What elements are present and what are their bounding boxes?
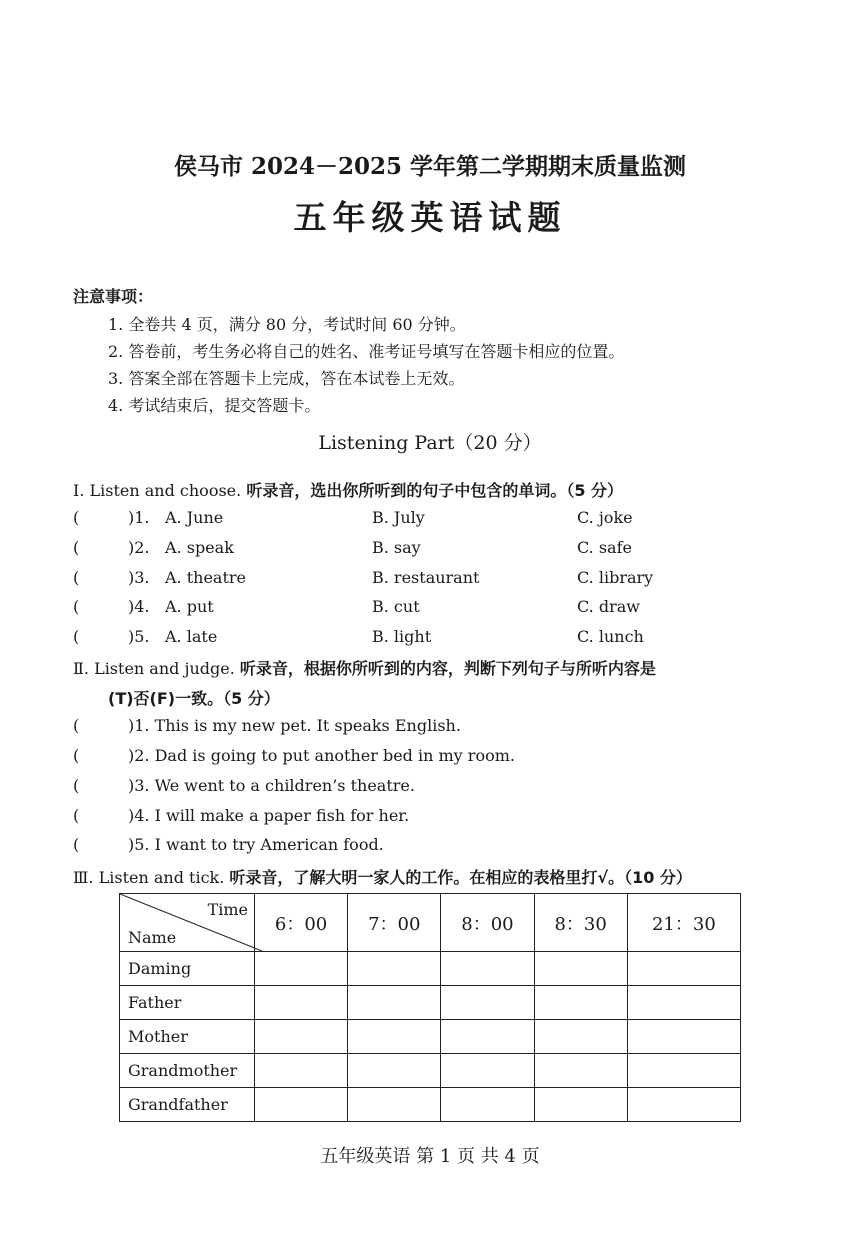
statement-text: )5. I want to try American food. <box>128 835 384 854</box>
tick-cell[interactable] <box>348 952 441 986</box>
row-name: Mother <box>120 1020 255 1054</box>
tick-cell[interactable] <box>627 1020 740 1054</box>
tick-cell[interactable] <box>534 1054 627 1088</box>
tick-cell[interactable] <box>348 1054 441 1088</box>
tick-cell[interactable] <box>255 1054 348 1088</box>
answer-bracket[interactable]: ( <box>73 806 80 825</box>
table-row <box>120 1088 741 1122</box>
tick-cell[interactable] <box>348 986 441 1020</box>
answer-bracket[interactable]: ( <box>73 746 80 765</box>
section1-instruction <box>73 478 623 501</box>
answer-bracket[interactable]: ( <box>73 597 80 616</box>
answer-bracket[interactable]: ( <box>73 716 80 735</box>
row-name: Daming <box>120 952 255 986</box>
section2-instruction-cont <box>108 686 280 709</box>
question-number: )5. <box>128 627 150 646</box>
schedule-table <box>119 893 741 1122</box>
tick-cell[interactable] <box>255 952 348 986</box>
notice-item: 4. 考试结束后，提交答题卡。 <box>108 396 321 415</box>
option-b: B. say <box>372 538 421 557</box>
tick-cell[interactable] <box>348 1020 441 1054</box>
section3-instruction-cn: 听录音，了解大明一家人的工作。在相应的表格里打√。（10 分） <box>229 868 692 887</box>
statement-text: )3. We went to a children’s theatre. <box>128 776 415 795</box>
answer-bracket[interactable]: ( <box>73 776 80 795</box>
corner-time-label: Time <box>207 900 248 919</box>
question-number: )2. <box>128 538 150 557</box>
section2-instruction <box>73 656 656 679</box>
time-header: 8：30 <box>534 894 627 952</box>
notice-item: 1. 全卷共 4 页，满分 80 分，考试时间 60 分钟。 <box>108 315 466 334</box>
option-c: C. joke <box>577 508 633 527</box>
tick-cell[interactable] <box>255 1088 348 1122</box>
tick-cell[interactable] <box>627 1054 740 1088</box>
statement-text: )1. This is my new pet. It speaks English. <box>128 716 461 735</box>
tick-cell[interactable] <box>255 986 348 1020</box>
notice-item: 2. 答卷前，考生务必将自己的姓名、准考证号填写在答题卡相应的位置。 <box>108 342 625 361</box>
answer-bracket[interactable]: ( <box>73 627 80 646</box>
answer-bracket[interactable]: ( <box>73 835 80 854</box>
row-name: Grandfather <box>120 1088 255 1122</box>
tick-cell[interactable] <box>441 986 534 1020</box>
tick-cell[interactable] <box>534 952 627 986</box>
option-a: A. theatre <box>165 568 247 587</box>
row-name: Father <box>120 986 255 1020</box>
section2-instruction-cn: 听录音，根据你所听到的内容，判断下列句子与所听内容是 <box>239 659 656 678</box>
time-header: 21：30 <box>627 894 740 952</box>
option-b: B. July <box>372 508 425 527</box>
option-c: C. lunch <box>577 627 644 646</box>
tick-cell[interactable] <box>441 952 534 986</box>
row-name: Grandmother <box>120 1054 255 1088</box>
exam-subject-title: 五年级英语试题 <box>293 198 567 237</box>
option-c: C. library <box>577 568 654 587</box>
question-number: )4. <box>128 597 150 616</box>
table-row <box>120 1054 741 1088</box>
section2-instruction-cn-line2: (T)否(F)一致。（5 分） <box>108 689 280 708</box>
section2-instruction-en: Listen and judge. <box>94 659 235 678</box>
time-header: 8：00 <box>441 894 534 952</box>
tick-cell[interactable] <box>627 1088 740 1122</box>
option-c: C. draw <box>577 597 640 616</box>
table-row <box>120 986 741 1020</box>
section2-numeral: Ⅱ. <box>73 659 89 678</box>
section3-instruction <box>73 865 692 888</box>
tick-cell[interactable] <box>441 1088 534 1122</box>
answer-bracket[interactable]: ( <box>73 508 80 527</box>
tick-cell[interactable] <box>534 1020 627 1054</box>
tick-cell[interactable] <box>534 1088 627 1122</box>
option-b: B. light <box>372 627 432 646</box>
statement-text: )2. Dad is going to put another bed in my room. <box>128 746 515 765</box>
tick-cell[interactable] <box>627 952 740 986</box>
question-number: )1. <box>128 508 150 527</box>
option-a: A. late <box>165 627 218 646</box>
table-header-row <box>120 894 741 952</box>
exam-title: 侯马市 2024－2025 学年第二学期期末质量监测 <box>173 153 687 180</box>
answer-bracket[interactable]: ( <box>73 538 80 557</box>
question-number: )3. <box>128 568 150 587</box>
page-footer: 五年级英语 第 1 页 共 4 页 <box>320 1146 540 1167</box>
tick-cell[interactable] <box>348 1088 441 1122</box>
table-row <box>120 952 741 986</box>
part-title: Listening Part（20 分） <box>318 432 542 454</box>
tick-cell[interactable] <box>627 986 740 1020</box>
answer-bracket[interactable]: ( <box>73 568 80 587</box>
section1-numeral: Ⅰ. <box>73 481 85 500</box>
option-a: A. June <box>165 508 224 527</box>
table-corner-cell <box>120 894 255 952</box>
table-row <box>120 1020 741 1054</box>
section3-instruction-en: Listen and tick. <box>98 868 225 887</box>
tick-cell[interactable] <box>534 986 627 1020</box>
section1-instruction-cn: 听录音，选出你所听到的句子中包含的单词。（5 分） <box>246 481 624 500</box>
option-c: C. safe <box>577 538 632 557</box>
tick-cell[interactable] <box>441 1054 534 1088</box>
tick-cell[interactable] <box>255 1020 348 1054</box>
section1-instruction-en: Listen and choose. <box>89 481 242 500</box>
section3-numeral: Ⅲ. <box>73 868 94 887</box>
corner-name-label: Name <box>128 928 177 947</box>
time-header: 6：00 <box>255 894 348 952</box>
option-b: B. cut <box>372 597 420 616</box>
tick-cell[interactable] <box>441 1020 534 1054</box>
notice-item: 3. 答案全部在答题卡上完成，答在本试卷上无效。 <box>108 369 465 388</box>
statement-text: )4. I will make a paper fish for her. <box>128 806 410 825</box>
option-a: A. put <box>165 597 214 616</box>
option-a: A. speak <box>165 538 234 557</box>
option-b: B. restaurant <box>372 568 480 587</box>
time-header: 7：00 <box>348 894 441 952</box>
notice-heading: 注意事项： <box>73 287 154 306</box>
